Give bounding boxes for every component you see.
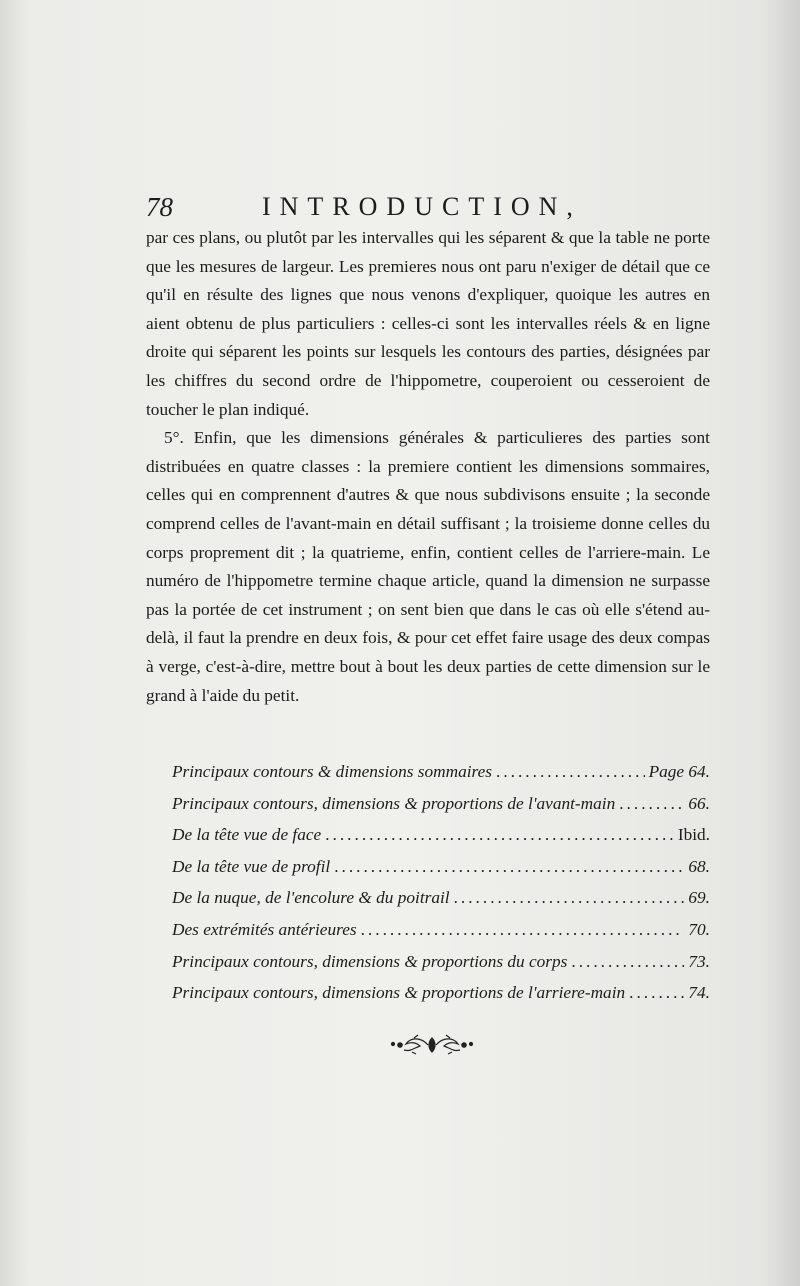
contents-entry [172,914,710,946]
contents-entry-page: Ibid. [677,825,710,845]
contents-entry-page: 73. [688,951,710,971]
contents-entry-page: 74. [688,983,710,1003]
contents-entry [172,977,710,1009]
contents-entry-page: 70. [688,919,710,939]
contents-entry-page: 68. [688,856,710,876]
dot-leader [629,977,684,1009]
contents-entry-page: 66. [688,793,710,813]
running-head: INTRODUCTION, [262,192,582,221]
contents-entry [172,851,710,883]
contents-entry-title: De la nuque, de l'encolure & du poitrail [172,888,450,908]
dot-leader [334,851,684,883]
contents-entry-title: Principaux contours, dimensions & proportions du corps [172,951,568,971]
dot-leader [571,946,684,978]
contents-entry-title: De la tête vue de profil [172,856,331,876]
dot-leader [325,819,674,851]
page-number: 78 [146,192,173,222]
paragraph: 5°. Enfin, que les dimensions générales & particulieres des parties sont distribuées en quatre classes : la premiere contient les dimensions sommaires, celles qui en comprennent d'autres & que nous subdivisons ensuite ; la seconde comprend celles de l'avant-main en détail suffisant ; la troisieme donne celles du corps proprement dit ; la quatrieme, enfin, contient celles de l'arriere-main. Le numéro de l'hippometre termine chaque article, quand la dimension ne surpasse pas la portée de cet instrument ; on sent bien que dans le cas où elle s'étend au-delà, il faut la prendre en deux fois, & pour cet effet faire usage des deux compas à verge, c'est-à-dire, mettre bout à bout les deux parties de cette dimension sur le grand à l'aide du petit. [146,428,710,705]
contents-entry [172,819,710,851]
dot-leader [619,788,684,820]
dot-leader [361,914,685,946]
body-text [146,224,710,710]
contents-entry-title: Principaux contours, dimensions & proportions de l'arriere-main [172,983,626,1003]
contents-entry-title: Principaux contours, dimensions & proportions de l'avant-main [172,793,616,813]
contents-entry-page: Page 64. [648,762,710,781]
dot-leader [454,882,685,914]
dot-leader [496,756,645,788]
contents-list [172,756,710,1009]
contents-entry [172,946,710,978]
contents-entry-page: 69. [688,888,710,908]
contents-entry-title: Principaux contours & dimensions sommaires [172,762,493,781]
contents-entry-title: De la tête vue de face [172,825,322,845]
contents-entry [172,788,710,820]
printer-ornament-icon [388,1032,476,1056]
page-header [146,188,706,228]
contents-entry-title: Des extrémités antérieures [172,919,357,939]
paragraph: par ces plans, ou plutôt par les intervalles qui les séparent & que la table ne porte que les mesures de largeur. Les premieres nous ont paru n'exiger de détail que ce qu'il en résulte des lignes que nous venons d'expliquer, quoique les autres en aient obtenu de plus particuliers : celles-ci sont les intervalles réels & en ligne droite qui séparent les points sur lesquels les contours des parties, désignées par les chiffres du second ordre de l'hippometre, couperoient ou cesseroient de toucher le plan indiqué. [146,228,710,419]
contents-entry [172,882,710,914]
contents-entry [172,756,710,788]
